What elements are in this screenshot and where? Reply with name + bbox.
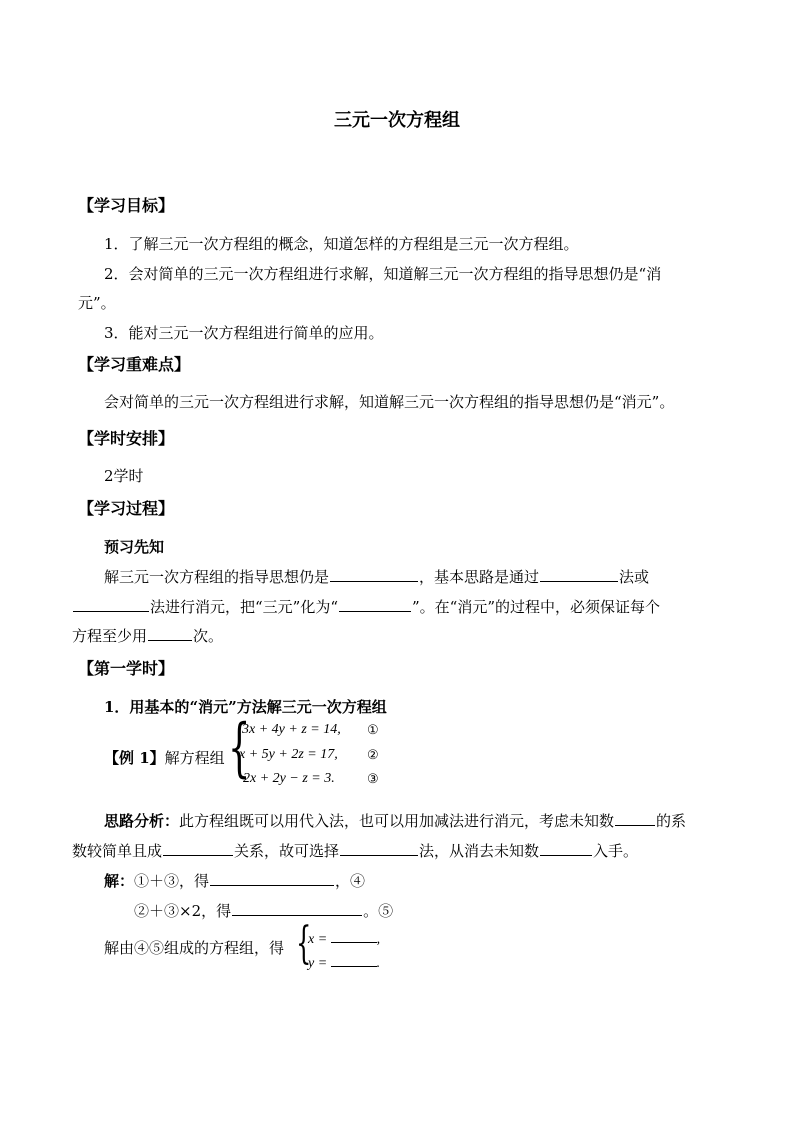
solution-text: ，④ [335, 872, 366, 890]
solution-step-1 [104, 870, 365, 891]
example-label: 【例 1】 [104, 749, 165, 767]
blank-guiding-idea[interactable] [330, 567, 418, 582]
key-points-text: 会对简单的三元一次方程组进行求解，知道解三元一次方程组的指导思想仍是“消元”。 [104, 393, 675, 411]
solution-label: 解： [104, 872, 135, 890]
page-title: 三元一次方程组 [334, 110, 460, 131]
result-period: . [376, 956, 381, 971]
analysis-text: 数较简单且成 [72, 842, 163, 860]
analysis-text: 入手。 [593, 842, 639, 860]
equation-2: x + 5y + 2z = 17, [239, 747, 338, 762]
heading-process: 【学习过程】 [78, 499, 175, 518]
analysis-text: 此方程组既可以用代入法，也可以用加减法进行消元，考虑未知数 [179, 812, 615, 830]
equation-mark-1: ① [367, 723, 379, 738]
preview-text: 方程至少用 [72, 627, 148, 645]
blank-result-x[interactable] [331, 930, 377, 943]
result-x-label: x = [308, 932, 328, 947]
preview-line-2 [72, 596, 660, 617]
preview-text: 法或 [619, 568, 650, 586]
blank-method-1[interactable] [540, 567, 618, 582]
preview-line-3 [72, 625, 223, 646]
preview-text: ，基本思路是通过 [419, 568, 540, 586]
heading-lesson-1: 【第一学时】 [78, 659, 175, 678]
blank-unknown[interactable] [615, 811, 655, 826]
heading-schedule: 【学时安排】 [78, 429, 175, 448]
result-text: 解由④⑤组成的方程组，得 [104, 939, 285, 957]
result-comma: , [376, 932, 381, 947]
objective-item-1: 1．了解三元一次方程组的概念，知道怎样的方程组是三元一次方程组。 [104, 235, 579, 253]
blank-step-1-result[interactable] [210, 871, 334, 886]
objective-item-3: 3．能对三元一次方程组进行简单的应用。 [104, 324, 384, 342]
preview-text: 解三元一次方程组的指导思想仍是 [104, 568, 330, 586]
blank-two-variables[interactable] [339, 597, 411, 612]
heading-key-points: 【学习重难点】 [78, 355, 191, 374]
preview-text: 法进行消元，把“三元”化为“ [150, 598, 339, 616]
blank-result-y[interactable] [331, 954, 377, 967]
objective-item-2-cont: 元”。 [78, 294, 116, 312]
objective-item-2: 2．会对简单的三元一次方程组进行求解，知道解三元一次方程组的指导思想仍是“消 [104, 265, 662, 283]
equation-mark-2: ② [367, 748, 379, 763]
blank-step-2-result[interactable] [232, 901, 362, 916]
example-1-label [104, 747, 225, 768]
heading-objectives: 【学习目标】 [78, 196, 175, 215]
preview-title: 预习先知 [104, 538, 165, 556]
analysis-text: 关系，故可选择 [234, 842, 340, 860]
analysis-text: 的系 [656, 812, 687, 830]
brace-icon: { [228, 711, 251, 785]
analysis-text: 法，从消去未知数 [419, 842, 540, 860]
solution-text: 。⑤ [363, 902, 394, 920]
blank-times[interactable] [148, 626, 192, 641]
example-text: 解方程组 [164, 749, 225, 767]
equation-mark-3: ③ [367, 772, 379, 787]
blank-eliminate-unknown[interactable] [540, 841, 592, 856]
solution-step-2 [134, 900, 393, 921]
brace-small-icon: { [296, 918, 312, 969]
analysis-line-2 [72, 840, 638, 861]
solution-text: ①＋③，得 [134, 872, 210, 890]
analysis-line-1 [104, 810, 686, 831]
preview-line-1 [104, 566, 649, 587]
blank-chosen-method[interactable] [340, 841, 418, 856]
equation-3: 2x + 2y − z = 3. [243, 771, 335, 786]
equation-1: 3x + 4y + z = 14, [242, 722, 341, 737]
schedule-text: 2学时 [104, 467, 144, 485]
result-x-row [308, 930, 380, 948]
blank-relation[interactable] [163, 841, 233, 856]
preview-text: 次。 [193, 627, 224, 645]
analysis-label: 思路分析： [104, 812, 180, 830]
preview-text: ”。在“消元”的过程中，必须保证每个 [412, 598, 661, 616]
blank-method-2[interactable] [73, 597, 149, 612]
result-y-row [308, 954, 380, 972]
result-y-label: y = [308, 956, 328, 971]
solution-text: ②＋③×2，得 [134, 902, 232, 920]
lesson-1-subtitle: 1．用基本的“消元”方法解三元一次方程组 [104, 698, 387, 716]
